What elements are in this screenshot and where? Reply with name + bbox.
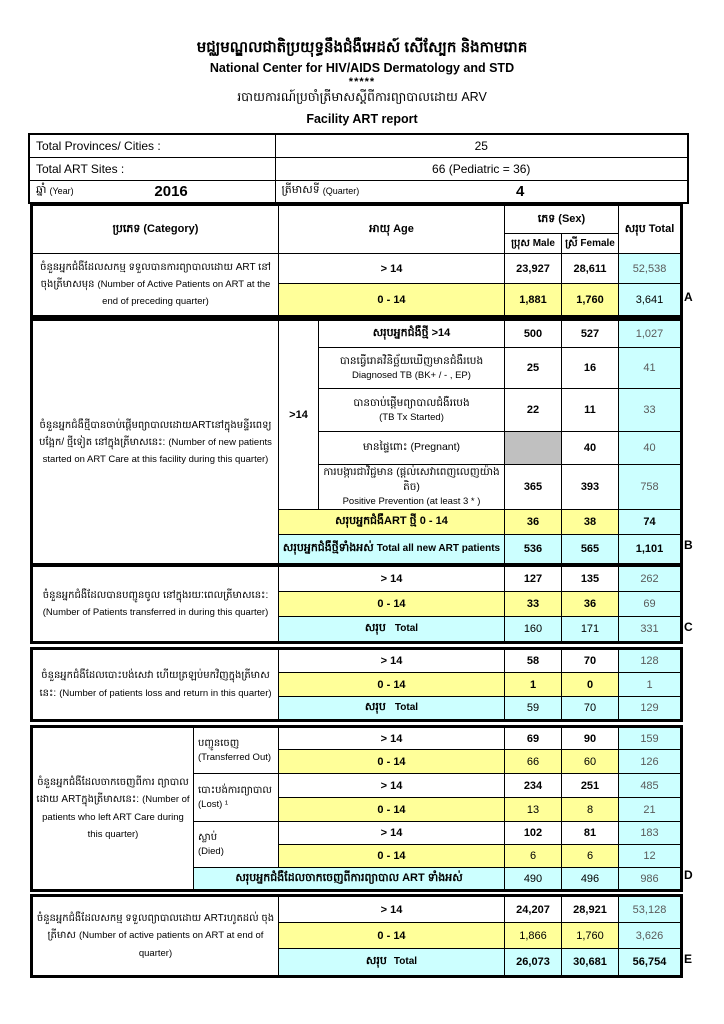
quarter-label-khmer: ត្រីមាសទី	[281, 184, 320, 197]
total-value: 129	[619, 697, 682, 721]
male-value: 66	[505, 750, 562, 774]
provinces-value: 25	[275, 134, 688, 157]
subgroup-khmer: បោះបង់ការព្យាបាល	[198, 784, 272, 796]
subgroup-english: (Died)	[198, 845, 224, 857]
male-value: 22	[505, 389, 562, 432]
age-group-cell: >14	[279, 320, 319, 510]
female-value: 28,611	[562, 254, 619, 284]
page-title-english: National Center for HIV/AIDS Dermatology and STD	[209, 61, 515, 75]
header-age: អាយុ Age	[279, 205, 505, 254]
provinces-label: Total Provinces/ Cities :	[29, 134, 275, 157]
row-label	[319, 432, 505, 465]
total-value: 12	[619, 845, 682, 868]
total-value: 52,538	[619, 254, 682, 284]
category-english: (Number of new patients started on ART Care at this facility during this quarter)	[42, 436, 272, 465]
new-0-14-label: សរុបអ្នកជំងឺART ថ្មី 0 - 14	[279, 510, 505, 535]
female-value: 40	[562, 432, 619, 465]
subgroup-english: (Transferred Out)	[198, 751, 272, 763]
female-value: 0	[562, 673, 619, 697]
quarter-cell	[275, 180, 688, 203]
female-value: 8	[562, 798, 619, 822]
total-row-label	[279, 535, 505, 565]
male-value: 25	[505, 348, 562, 389]
total-value: 331	[619, 617, 682, 643]
female-value: 251	[562, 774, 619, 798]
header-category: ប្រភេទ (Category)	[32, 205, 279, 254]
header-sex: ភេទ (Sex)	[505, 205, 619, 234]
male-value: 23,927	[505, 254, 562, 284]
female-value: 565	[562, 535, 619, 565]
row-label	[319, 348, 505, 389]
male-value: 59	[505, 697, 562, 721]
female-value: 6	[562, 845, 619, 868]
row-label	[319, 465, 505, 510]
total-value: 1,027	[619, 320, 682, 348]
male-value: 127	[505, 566, 562, 592]
total-value: 485	[619, 774, 682, 798]
total-row-label: សរុបអ្នកជំងឺដែលចាកចេញពីការព្យាបាល ART ទាំងអស់	[194, 868, 505, 891]
row-label-khmer: ការបង្ការជាវិជ្ជមាន (ផ្តល់សេវាពេញលេញយ៉ាងតិច)	[323, 466, 500, 494]
total-label-khmer: សរុប	[364, 701, 386, 713]
female-value: 11	[562, 389, 619, 432]
header-male: ប្រុស Male	[505, 234, 562, 254]
total-value: 128	[619, 649, 682, 673]
total-value: 56,754	[619, 949, 682, 977]
male-value: 1	[505, 673, 562, 697]
subgroup-english: (Lost) ¹	[198, 798, 229, 810]
total-value: 986	[619, 868, 682, 891]
total-value: 40	[619, 432, 682, 465]
age-cell: 0 - 14	[279, 798, 505, 822]
female-value: 90	[562, 727, 619, 750]
male-value: 234	[505, 774, 562, 798]
category-english: (Number of active patients on ART at end of quarter)	[78, 930, 264, 959]
female-value: 135	[562, 566, 619, 592]
category-cell	[32, 649, 279, 721]
subgroup-khmer: បញ្ជូនចេញ	[198, 737, 240, 749]
total-value: 33	[619, 389, 682, 432]
female-value: 527	[562, 320, 619, 348]
female-value: 81	[562, 822, 619, 845]
age-cell: 0 - 14	[279, 284, 505, 317]
category-cell	[32, 566, 279, 643]
section-letter-d: D	[684, 868, 693, 882]
year-value: 2016	[154, 182, 188, 200]
total-value: 1	[619, 673, 682, 697]
total-value: 3,641	[619, 284, 682, 317]
page-subtitle-khmer: របាយការណ៍ប្រចាំត្រីមាសស្តីពីការព្យាបាលដោយ ARV	[237, 90, 487, 104]
male-value: 33	[505, 592, 562, 617]
female-value: 496	[562, 868, 619, 891]
section-a-table	[30, 203, 683, 318]
category-khmer: ចំនួនអ្នកជំងឺដែលសកម្ម ទទួលបានការព្យាបាលដោយ ART នៅ ចុងត្រីមាសមុន	[40, 261, 271, 290]
category-english: (Number of patients loss and return in this quarter)	[59, 687, 272, 699]
category-english: (Number of Active Patients on ART at the end of preceding quarter)	[97, 278, 271, 308]
age-cell: > 14	[279, 822, 505, 845]
header-total: សរុប Total	[619, 205, 682, 254]
section-b-table	[30, 318, 683, 566]
total-value: 183	[619, 822, 682, 845]
section-d-table	[30, 725, 683, 892]
male-value: 36	[505, 510, 562, 535]
male-value: 160	[505, 617, 562, 643]
total-label-english: Total	[394, 702, 419, 713]
category-khmer: ចំនួនអ្នកជំងឺថ្មីបានចាប់ផ្តើមព្យាបាលដោយARTនៅក្នុងមន្ទីរពេទ្យបង្អែក/ ថ្មីទៀត នៅក្នុងត្រីមាសនេះ:	[39, 419, 272, 448]
female-value: 70	[562, 697, 619, 721]
category-cell	[32, 320, 279, 565]
section-letter-e: E	[684, 952, 693, 966]
total-value: 41	[619, 348, 682, 389]
subgroup-khmer: ស្លាប់	[198, 831, 218, 843]
age-cell: > 14	[279, 896, 505, 923]
quarter-label-english: (Quarter)	[322, 186, 360, 197]
male-value: 536	[505, 535, 562, 565]
total-label-khmer: សរុប	[365, 955, 387, 967]
female-value: 393	[562, 465, 619, 510]
row-label-khmer: បានធ្វើរោគវិនិច្ឆ័យឃើញមានជំងឺរបេង	[339, 354, 484, 367]
male-value: 1,881	[505, 284, 562, 317]
male-value: 24,207	[505, 896, 562, 923]
male-value: 490	[505, 868, 562, 891]
age-cell: > 14	[279, 727, 505, 750]
total-value: 53,128	[619, 896, 682, 923]
total-value: 74	[619, 510, 682, 535]
age-cell: > 14	[279, 649, 505, 673]
category-cell	[32, 896, 279, 977]
female-value: 36	[562, 592, 619, 617]
page-title-khmer: មជ្ឈមណ្ឌលជាតិប្រយុទ្ធនឹងជំងឺអេដស៍ សើស្បែក និងកាមរោគ	[196, 39, 528, 56]
year-label-khmer: ឆ្នាំ	[36, 184, 47, 197]
year-label-english: (Year)	[49, 186, 74, 197]
total-value: 1,101	[619, 535, 682, 565]
row-label-english: Positive Prevention (at least 3 * )	[342, 496, 481, 508]
subgroup-label	[194, 822, 279, 868]
age-cell: 0 - 14	[279, 673, 505, 697]
category-khmer: ចំនួនអ្នកជំងឺដែលបានបញ្ជូនចូល នៅក្នុងរយៈពេលត្រីមាសនេះ:	[42, 589, 269, 601]
total-value: 758	[619, 465, 682, 510]
quarter-value: 4	[515, 182, 525, 200]
age-cell: > 14	[279, 566, 505, 592]
age-cell: 0 - 14	[279, 592, 505, 617]
section-letter-c: C	[684, 620, 693, 634]
female-value: 70	[562, 649, 619, 673]
row-label-khmer: បានចាប់ផ្តើមព្យាបាលជំងឺរបេង	[353, 396, 470, 409]
male-value-blocked	[505, 432, 562, 465]
section-e-table	[30, 894, 683, 978]
art-sites-value: 66 (Pediatric = 36)	[275, 157, 688, 180]
female-value: 28,921	[562, 896, 619, 923]
age-cell: 0 - 14	[279, 923, 505, 949]
category-khmer: ចំនួនអ្នកជំងឺដែលចាកចេញពីការ ព្យាបាល ដោយ ARTក្នុងត្រីមាសនេះ:	[36, 777, 189, 806]
category-khmer: ចំនួនអ្នកជំងឺដែលសកម្ម ទទួលព្យាបាលដោយ ARTរហូតដល់ ចុងត្រីមាស	[36, 913, 275, 942]
total-value: 21	[619, 798, 682, 822]
age-cell: 0 - 14	[279, 750, 505, 774]
header-female: ស្រី Female	[562, 234, 619, 254]
category-cell	[32, 727, 194, 891]
subgroup-label	[194, 774, 279, 822]
total-value: 69	[619, 592, 682, 617]
year-cell	[29, 180, 275, 203]
row-label-english: Diagnosed TB (BK+ / - , EP)	[352, 369, 471, 381]
art-sites-label: Total ART Sites :	[29, 157, 275, 180]
subgroup-label	[194, 727, 279, 774]
total-value: 262	[619, 566, 682, 592]
total-label-english: Total	[393, 956, 418, 967]
row-label-khmer: មានផ្ទៃពោះ (Pregnant)	[362, 441, 461, 454]
male-value: 6	[505, 845, 562, 868]
age-cell: > 14	[279, 254, 505, 284]
female-value: 16	[562, 348, 619, 389]
total-row-label	[279, 949, 505, 977]
section-c-table	[30, 564, 683, 644]
female-value: 60	[562, 750, 619, 774]
male-value: 365	[505, 465, 562, 510]
category-khmer: ចំនួនអ្នកជំងឺដែលបោះបង់សេវា ហើយត្រឡប់មកវិញក្នុងត្រីមាសនេះ:	[39, 670, 270, 699]
male-value: 58	[505, 649, 562, 673]
male-value: 26,073	[505, 949, 562, 977]
total-value: 159	[619, 727, 682, 750]
total-label-english: Total all new ART patients	[376, 543, 501, 555]
row-label: សរុបអ្នកជំងឺថ្មី >14	[319, 320, 505, 348]
category-english: (Number of patients who left ART Care during this quarter)	[42, 794, 190, 840]
total-value: 126	[619, 750, 682, 774]
age-cell: > 14	[279, 774, 505, 798]
total-label-english: Total	[394, 623, 419, 634]
male-value: 13	[505, 798, 562, 822]
male-value: 102	[505, 822, 562, 845]
male-value: 69	[505, 727, 562, 750]
male-value: 500	[505, 320, 562, 348]
section-letter-a: A	[684, 290, 693, 304]
female-value: 1,760	[562, 284, 619, 317]
row-label	[319, 389, 505, 432]
total-label-khmer: សរុប	[364, 622, 386, 634]
total-label-khmer: សរុបអ្នកជំងឺថ្មីទាំងអស់	[282, 542, 374, 555]
female-value: 171	[562, 617, 619, 643]
section-letter-b: B	[684, 538, 693, 552]
total-row-label	[279, 617, 505, 643]
male-value: 1,866	[505, 923, 562, 949]
report-title: Facility ART report	[306, 112, 418, 126]
age-cell: 0 - 14	[279, 845, 505, 868]
category-english: (Number of Patients transferred in during this quarter)	[42, 607, 269, 618]
female-value: 1,760	[562, 923, 619, 949]
total-row-label	[279, 697, 505, 721]
female-value: 30,681	[562, 949, 619, 977]
category-cell	[32, 254, 279, 317]
row-label-english: (TB Tx Started)	[379, 411, 444, 423]
total-value: 3,626	[619, 923, 682, 949]
section-loss-return-table	[30, 647, 683, 722]
female-value: 38	[562, 510, 619, 535]
title-divider-stars: *****	[348, 76, 376, 88]
report-info-table	[28, 133, 689, 204]
